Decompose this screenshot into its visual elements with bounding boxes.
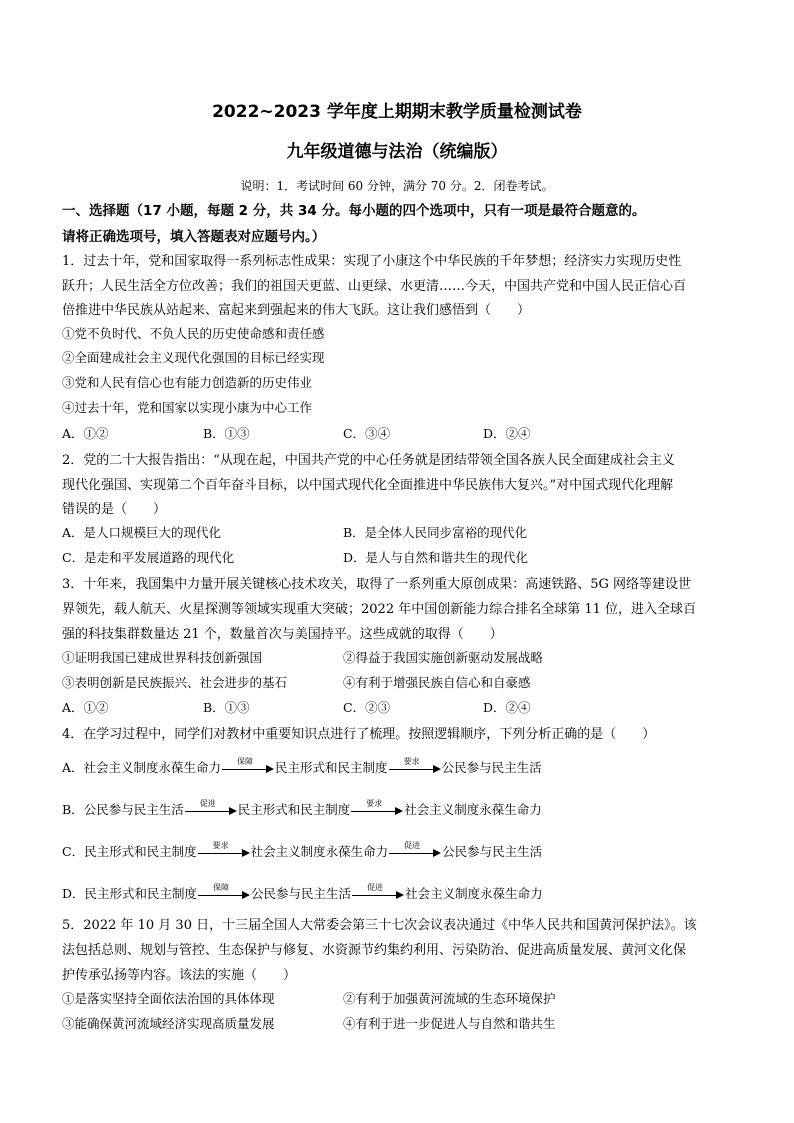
right-arrow-icon — [222, 756, 274, 776]
flow-node: 社会主义制度永葆生命力 — [405, 886, 543, 901]
answer-option-d[interactable]: D．是人与自然和谐共生的现代化 — [343, 550, 529, 565]
statement-item: ②得益于我国实施创新驱动发展战略 — [343, 650, 544, 665]
statement-item: ②有利于加强黄河流域的生态环境保护 — [343, 991, 556, 1006]
section-heading-line2: 请将正确选项号，填入答题表对应题号内。） — [62, 229, 326, 245]
flow-node: 公民参与民主生活 — [83, 802, 184, 817]
answer-option-b[interactable]: B．是全体人民同步富裕的现代化 — [343, 525, 528, 540]
answer-option-b[interactable]: B．①③ — [203, 426, 250, 441]
arrow-label: 促进 — [199, 798, 216, 808]
question-text-line: 法包括总则、规划与管控、生态保护与修复、水资源节约集约利用、污染防治、促进高质量发展、黄河文化保 — [62, 943, 687, 958]
answer-option-a[interactable] — [62, 758, 542, 776]
exam-instructions: 说明：1．考试时间 60 分钟，满分 70 分。2．闭卷考试。 — [240, 179, 554, 193]
statement-item: ③能确保黄河流域经济实现高质量发展 — [62, 1016, 275, 1031]
statement-item: ④过去十年，党和国家以实现小康为中心工作 — [62, 400, 313, 415]
answer-option-b[interactable] — [62, 800, 542, 818]
flow-node: 公民参与民主生活 — [251, 886, 352, 901]
right-arrow-icon — [198, 882, 250, 902]
flow-node: 社会主义制度永葆生命力 — [250, 844, 389, 859]
statement-item: ①党不负时代、不负人民的历史使命感和责任感 — [62, 326, 325, 341]
right-arrow-icon — [185, 798, 237, 818]
statement-item: ③表明创新是民族振兴、社会进步的基石 — [62, 675, 288, 690]
statement-item: ①证明我国已建成世界科技创新强国 — [62, 650, 263, 665]
statement-item: ④有利于增强民族自信心和自豪感 — [343, 675, 531, 690]
flow-node: 社会主义制度永葆生命力 — [83, 760, 222, 775]
answer-option-c[interactable] — [62, 842, 542, 860]
flow-node: 民主形式和民主制度 — [84, 844, 197, 859]
statement-item: ①是落实坚持全面依法治国的具体体现 — [62, 991, 275, 1006]
flow-node: 民主形式和民主制度 — [84, 886, 198, 901]
option-letter: B． — [62, 802, 84, 817]
answer-option-b[interactable]: B．①③ — [203, 700, 250, 715]
statement-item: ④有利于进一步促进人与自然和谐共生 — [343, 1016, 556, 1031]
question-text-line: 倍推进中华民族从站起来、富起来到强起来的伟大飞跃。这让我们感悟到（ ） — [62, 303, 531, 318]
statement-item: ③党和人民有信心也有能力创造新的历史伟业 — [62, 375, 313, 390]
answer-option-c[interactable]: C．是走和平发展道路的现代化 — [62, 550, 235, 565]
arrow-label: 促进 — [404, 840, 421, 850]
option-letter: D． — [62, 886, 85, 901]
right-arrow-icon — [352, 882, 404, 902]
question-text-line: 现代化强国、实现第二个百年奋斗目标，以中国式现代化全面推进中华民族伟大复兴。”对中国式现代化理解 — [62, 478, 674, 493]
flow-node: 公民参与民主生活 — [442, 844, 543, 859]
question-text-line: 5．2022 年 10 月 30 日，十三届全国人大常委会第三十七次会议表决通过《中华人民共和国黄河保护法》。该 — [62, 918, 697, 933]
option-letter: C． — [62, 844, 85, 859]
flow-node: 公民参与民主生活 — [441, 760, 542, 775]
question-text-line: 跃升；人民生活全方位改善；我们的祖国天更蓝、山更绿、水更清……今天，中国共产党和中国人民正信心百 — [62, 279, 687, 294]
flow-node: 民主形式和民主制度 — [237, 802, 351, 817]
right-arrow-icon — [351, 798, 403, 818]
flow-node: 民主形式和民主制度 — [275, 760, 388, 775]
question-text-line: 护传承弘扬等内容。该法的实施（ ） — [62, 968, 297, 983]
option-letter: A． — [62, 760, 84, 775]
answer-option-a[interactable]: A．①② — [62, 426, 109, 441]
statement-item: ②全面建成社会主义现代化强国的目标已经实现 — [62, 350, 325, 365]
question-text-line: 界领先，载人航天、火星探测等领域实现重大突破；2022 年中国创新能力综合排名全球第 11 位，进入全球百 — [62, 602, 697, 617]
question-text-line: 强的科技集群数量达 21 个，数量首次与美国持平。这些成就的取得（ ） — [62, 627, 503, 642]
question-text-line: 错误的是（ ） — [62, 502, 167, 517]
answer-option-c[interactable]: C．③④ — [343, 426, 391, 441]
right-arrow-icon — [389, 840, 441, 860]
right-arrow-icon — [198, 840, 250, 860]
arrow-label: 保障 — [213, 882, 230, 892]
section-heading-line1: 一、选择题（17 小题，每题 2 分，共 34 分。每小题的四个选项中，只有一项是最符合题意的。 — [62, 203, 646, 219]
question-text-line: 1．过去十年，党和国家取得一系列标志性成果：实现了小康这个中华民族的千年梦想；经济实力实现历史性 — [62, 254, 682, 269]
flow-node: 社会主义制度永葆生命力 — [404, 802, 542, 817]
arrow-label: 要求 — [366, 798, 383, 808]
answer-option-a[interactable]: A．是人口规模巨大的现代化 — [62, 525, 222, 540]
arrow-label: 促进 — [367, 882, 384, 892]
answer-option-d[interactable] — [62, 884, 543, 902]
exam-title: 2022~2023 学年度上期期末教学质量检测试卷 — [212, 102, 582, 122]
question-text-line: 3．十年来，我国集中力量开展关键核心技术攻关，取得了一系列重大原创成果：高速铁路、5G 网络等建设世 — [62, 577, 692, 592]
answer-option-c[interactable]: C．②③ — [343, 700, 391, 715]
exam-subtitle: 九年级道德与法治（统编版） — [286, 142, 508, 162]
question-text-line: 4．在学习过程中，同学们对教材中重要知识点进行了梳理。按照逻辑顺序，下列分析正确的是（ ） — [62, 727, 656, 742]
arrow-label: 要求 — [403, 756, 420, 766]
arrow-label: 要求 — [212, 840, 229, 850]
answer-option-d[interactable]: D．②④ — [483, 700, 531, 715]
answer-option-a[interactable]: A．①② — [62, 700, 109, 715]
answer-option-d[interactable]: D．②④ — [483, 426, 531, 441]
right-arrow-icon — [389, 756, 441, 776]
question-text-line: 2．党的二十大报告指出：“从现在起，中国共产党的中心任务就是团结带领全国各族人民全面建成社会主义 — [62, 453, 675, 468]
arrow-label: 保障 — [237, 756, 254, 766]
